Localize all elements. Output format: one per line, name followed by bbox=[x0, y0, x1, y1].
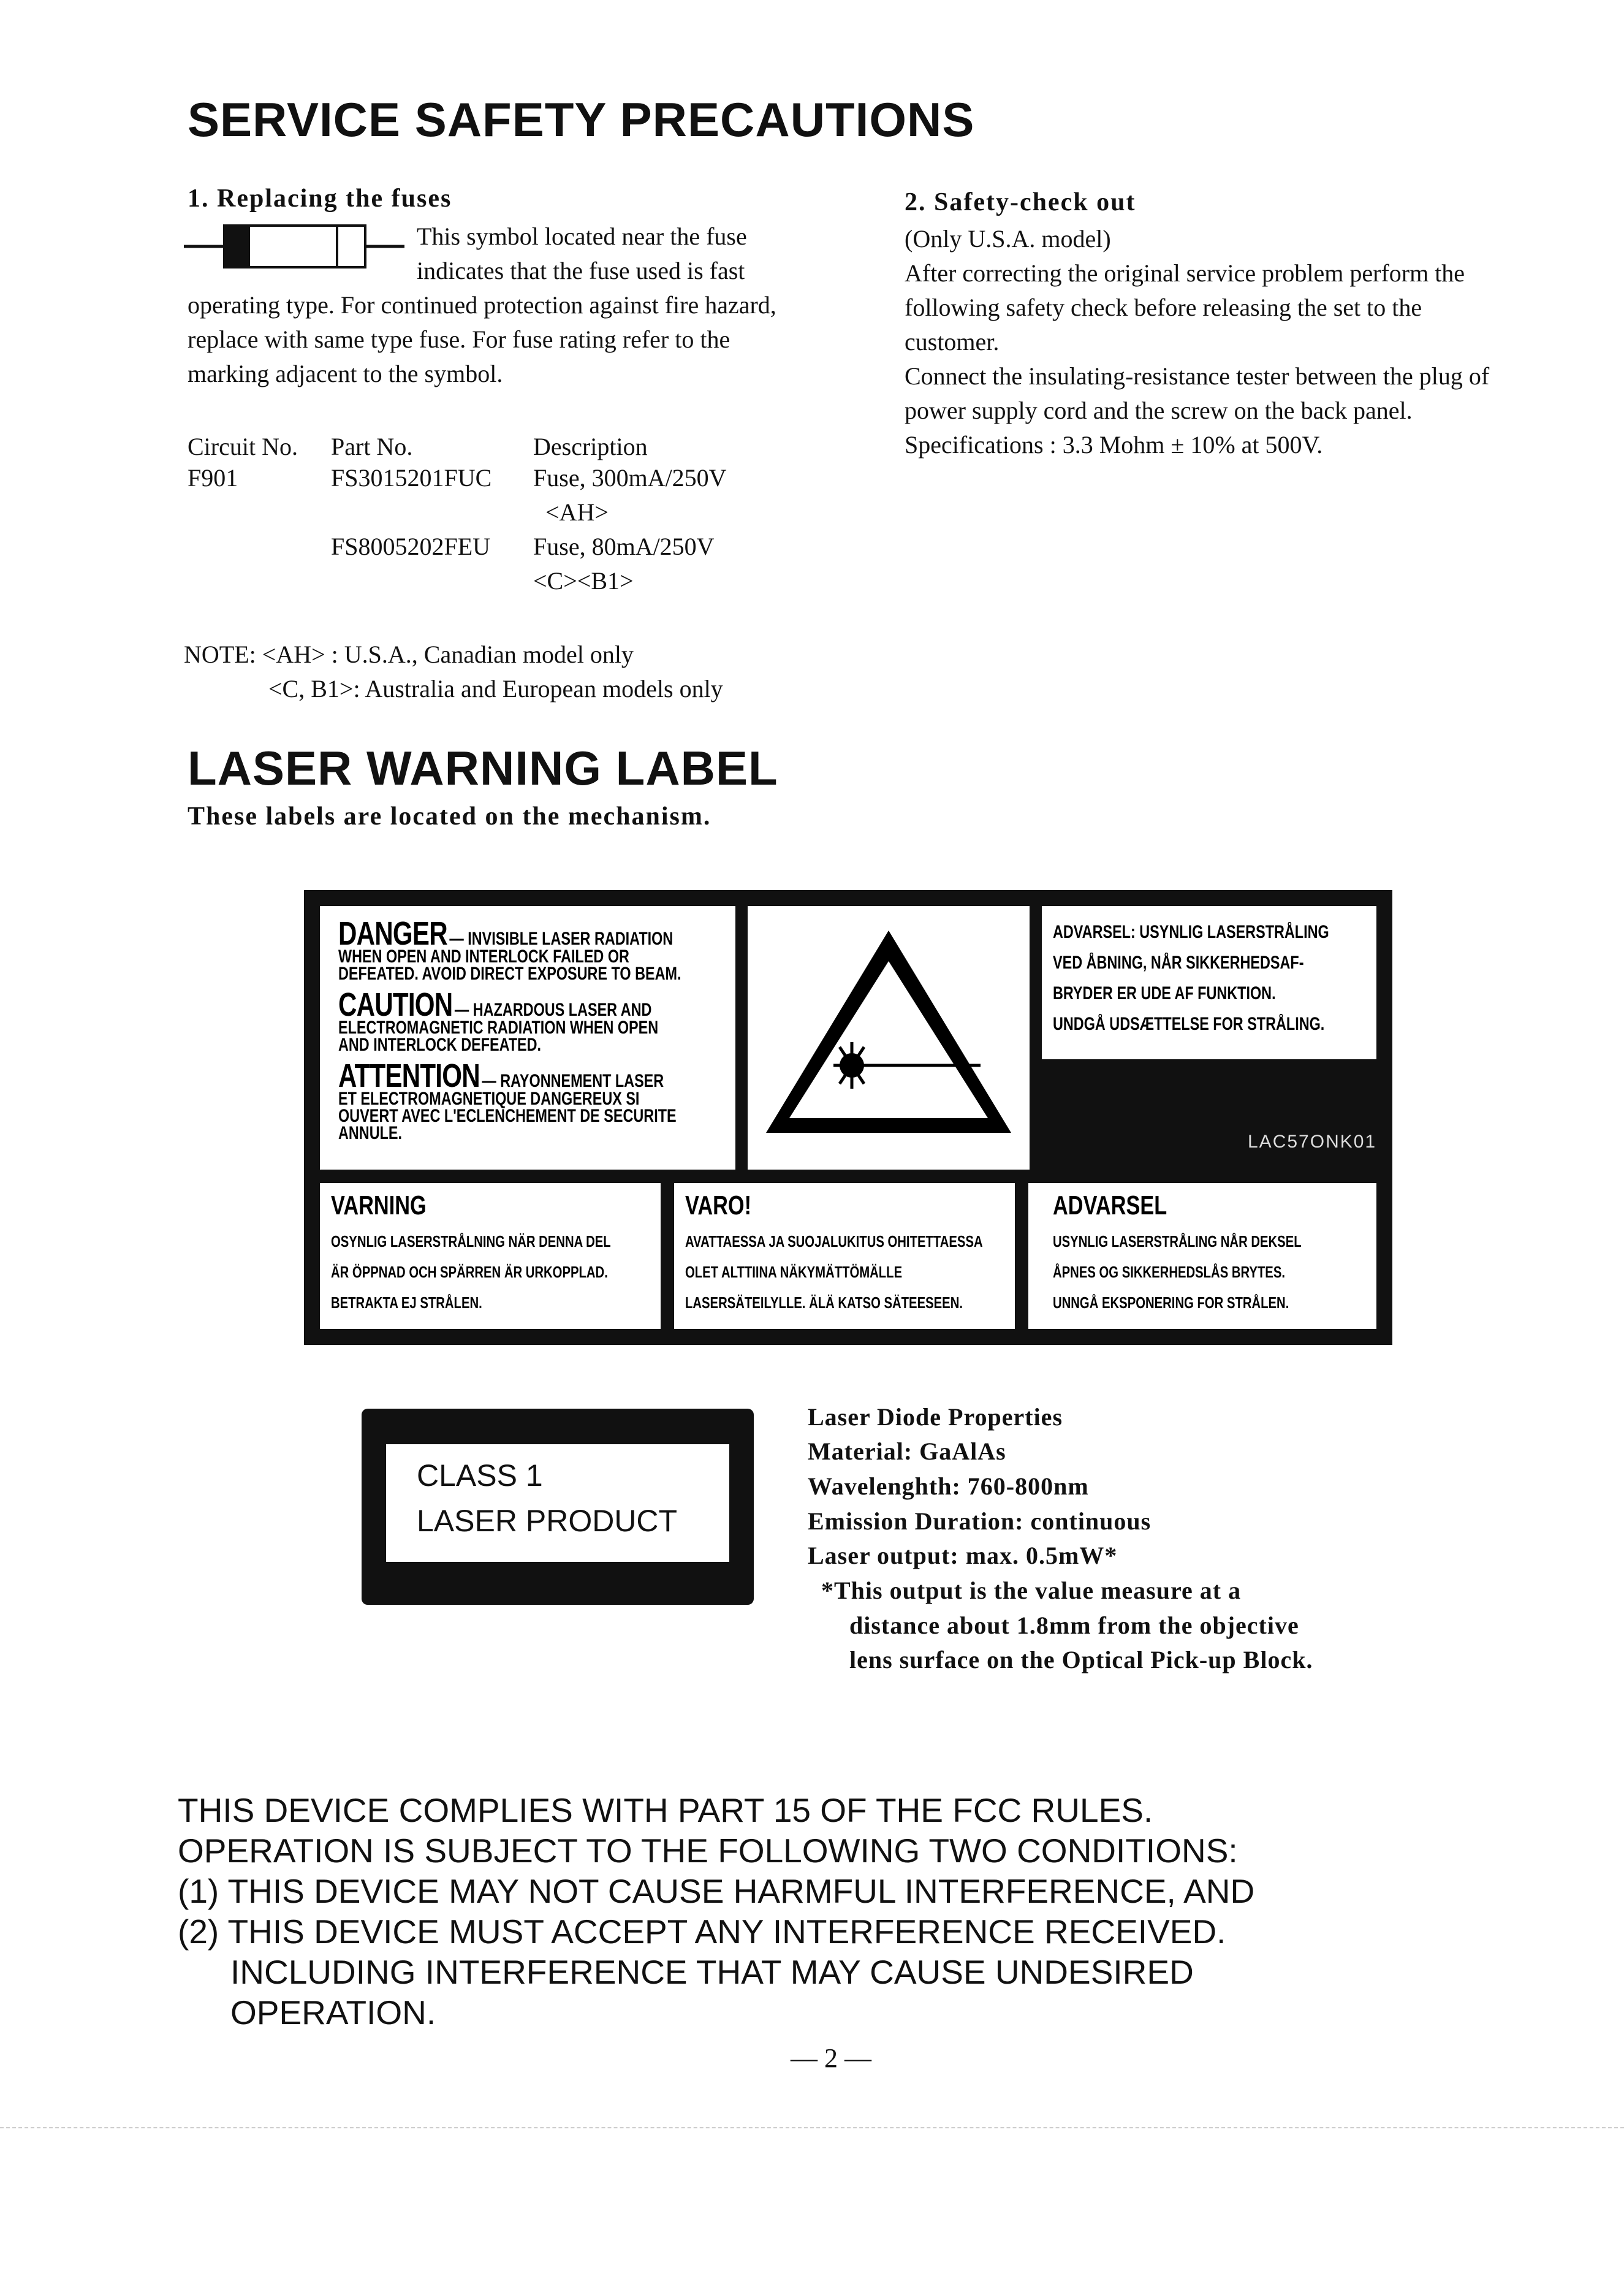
page-number: — 2 — bbox=[791, 2043, 871, 2073]
diode-wavelength: Wavelenghth: 760-800nm bbox=[808, 1472, 1089, 1500]
fast-fuse-symbol-icon bbox=[184, 222, 417, 271]
table-row bbox=[188, 463, 727, 498]
part-cell: FS3015201FUC bbox=[331, 464, 492, 492]
safety-check-line-1: (Only U.S.A. model) bbox=[905, 225, 1111, 253]
table-row bbox=[188, 566, 727, 601]
varo-line-3: LASERSÄTEILYLLE. ÄLÄ KATSO SÄTEESEEN. bbox=[685, 1293, 963, 1312]
advarsel-top-line-2: VED ÅBNING, NÅR SIKKERHEDSAF- bbox=[1053, 953, 1304, 973]
fuse-body-line-1: operating type. For continued protection against fire hazard, bbox=[188, 291, 776, 319]
class-label-line-1: CLASS 1 bbox=[417, 1458, 543, 1493]
label-code: LAC57ONK01 bbox=[1248, 1132, 1377, 1152]
fcc-line-2: OPERATION IS SUBJECT TO THE FOLLOWING TWO CONDITIONS: bbox=[178, 1832, 1238, 1870]
safety-check-line-4: customer. bbox=[905, 328, 1000, 356]
advarsel-title: ADVARSEL bbox=[1053, 1190, 1167, 1220]
diode-emission: Emission Duration: continuous bbox=[808, 1507, 1152, 1535]
laser-warning-label bbox=[304, 890, 1392, 1345]
advarsel-panel bbox=[1028, 1183, 1376, 1329]
fuse-parts-table bbox=[188, 429, 727, 601]
column-header-circuit: Circuit No. bbox=[188, 432, 298, 460]
varo-panel bbox=[674, 1183, 1015, 1329]
fcc-line-4: (2) THIS DEVICE MUST ACCEPT ANY INTERFERENCE RECEIVED. bbox=[178, 1913, 1226, 1951]
danger-line-1: — INVISIBLE LASER RADIATION bbox=[449, 929, 674, 949]
class-1-laser-label bbox=[362, 1409, 754, 1605]
varo-line-2: OLET ALTTIINA NÄKYMÄTTÖMÄLLE bbox=[685, 1263, 903, 1281]
fuse-body-line-3: marking adjacent to the symbol. bbox=[188, 360, 503, 387]
safety-check-heading: 2. Safety-check out bbox=[905, 188, 1136, 216]
diode-note-1: *This output is the value measure at a bbox=[821, 1577, 1242, 1604]
laser-warning-subheading: These labels are located on the mechanism. bbox=[188, 802, 711, 831]
varning-title: VARNING bbox=[331, 1190, 427, 1220]
fuse-section-heading: 1. Replacing the fuses bbox=[188, 185, 452, 213]
fuse-body-line-2: replace with same type fuse. For fuse rating refer to the bbox=[188, 326, 730, 353]
caution-line-2: ELECTROMAGNETIC RADIATION WHEN OPEN bbox=[338, 1018, 659, 1038]
danger-line-3: DEFEATED. AVOID DIRECT EXPOSURE TO BEAM. bbox=[338, 964, 681, 984]
varning-line-3: BETRAKTA EJ STRÅLEN. bbox=[331, 1293, 482, 1312]
attention-line-4: ANNULE. bbox=[338, 1123, 403, 1143]
fcc-line-3: (1) THIS DEVICE MAY NOT CAUSE HARMFUL INTERFERENCE, AND bbox=[178, 1872, 1255, 1910]
class-1-label-inner bbox=[386, 1444, 729, 1562]
caution-line-3: AND INTERLOCK DEFEATED. bbox=[338, 1035, 542, 1055]
safety-check-line-5: Connect the insulating-resistance tester between the plug of bbox=[905, 362, 1490, 390]
page-title: SERVICE SAFETY PRECAUTIONS bbox=[188, 93, 975, 147]
laser-hazard-panel bbox=[748, 906, 1030, 1170]
varning-line-2: ÄR ÖPPNAD OCH SPÄRREN ÄR URKOPPLAD. bbox=[331, 1263, 608, 1281]
fcc-line-6: OPERATION. bbox=[230, 1993, 436, 2031]
caution-line-1: — HAZARDOUS LASER AND bbox=[454, 1000, 652, 1020]
caution-word: CAUTION bbox=[338, 986, 453, 1023]
diode-output: Laser output: max. 0.5mW* bbox=[808, 1542, 1118, 1569]
table-row bbox=[188, 498, 727, 532]
safety-check-specifications: Specifications : 3.3 Mohm ± 10% at 500V. bbox=[905, 431, 1323, 459]
laser-hazard-triangle-icon bbox=[748, 906, 1030, 1170]
diode-note-3: lens surface on the Optical Pick-up Block. bbox=[849, 1646, 1313, 1673]
safety-check-line-6: power supply cord and the screw on the back panel. bbox=[905, 397, 1413, 424]
column-header-description: Description bbox=[533, 432, 648, 460]
fcc-line-1: THIS DEVICE COMPLIES WITH PART 15 OF THE FCC RULES. bbox=[178, 1791, 1153, 1829]
safety-check-line-3: following safety check before releasing the set to the bbox=[905, 294, 1422, 321]
advarsel-line-2: ÅPNES OG SIKKERHEDSLÅS BRYTES. bbox=[1053, 1263, 1285, 1281]
attention-line-1: — RAYONNEMENT LASER bbox=[482, 1071, 664, 1091]
table-row bbox=[188, 532, 727, 566]
danger-caution-panel bbox=[320, 906, 735, 1170]
attention-line-3: OUVERT AVEC L'ECLENCHEMENT DE SECURITE bbox=[338, 1106, 677, 1126]
attention-word: ATTENTION bbox=[338, 1057, 480, 1094]
advarsel-top-line-4: UNDGÅ UDSÆTTELSE FOR STRÅLING. bbox=[1053, 1014, 1325, 1034]
advarsel-top-line-1: ADVARSEL: USYNLIG LASERSTRÅLING bbox=[1053, 922, 1329, 942]
region-cell: <AH> bbox=[545, 498, 609, 526]
description-cell: Fuse, 80mA/250V bbox=[533, 533, 715, 560]
safety-check-line-2: After correcting the original service problem perform the bbox=[905, 259, 1465, 287]
danger-word: DANGER bbox=[338, 915, 447, 952]
fcc-line-5: INCLUDING INTERFERENCE THAT MAY CAUSE UNDESIRED bbox=[230, 1953, 1194, 1991]
danish-warning-panel bbox=[1042, 906, 1376, 1059]
fuse-note-1: NOTE: <AH> : U.S.A., Canadian model only bbox=[184, 641, 634, 668]
varning-panel bbox=[320, 1183, 661, 1329]
diode-note-2: distance about 1.8mm from the objective bbox=[849, 1612, 1299, 1639]
circuit-cell bbox=[188, 532, 331, 566]
danger-line-2: WHEN OPEN AND INTERLOCK FAILED OR bbox=[338, 946, 629, 967]
diode-title: Laser Diode Properties bbox=[808, 1403, 1063, 1431]
column-header-part: Part No. bbox=[331, 432, 413, 460]
varning-line-1: OSYNLIG LASERSTRÅLNING NÄR DENNA DEL bbox=[331, 1232, 611, 1251]
varo-line-1: AVATTAESSA JA SUOJALUKITUS OHITETTAESSA bbox=[685, 1232, 983, 1251]
fuse-note-2: <C, B1>: Australia and European models only bbox=[268, 675, 723, 702]
laser-warning-heading: LASER WARNING LABEL bbox=[188, 741, 778, 795]
fuse-symbol-text-2: indicates that the fuse used is fast bbox=[417, 257, 745, 284]
scan-fold-line bbox=[0, 2127, 1624, 2128]
diode-material: Material: GaAlAs bbox=[808, 1437, 1006, 1465]
advarsel-line-1: USYNLIG LASERSTRÅLING NÅR DEKSEL bbox=[1053, 1232, 1302, 1251]
advarsel-line-3: UNNGÅ EKSPONERING FOR STRÅLEN. bbox=[1053, 1293, 1289, 1312]
class-label-line-2: LASER PRODUCT bbox=[417, 1504, 678, 1538]
attention-line-2: ET ELECTROMAGNETIQUE DANGEREUX SI bbox=[338, 1089, 640, 1109]
circuit-cell: F901 bbox=[188, 464, 238, 492]
part-cell: FS8005202FEU bbox=[331, 533, 491, 560]
region-cell: <C><B1> bbox=[533, 567, 634, 595]
advarsel-top-line-3: BRYDER ER UDE AF FUNKTION. bbox=[1053, 983, 1276, 1003]
varo-title: VARO! bbox=[685, 1190, 752, 1220]
description-cell: Fuse, 300mA/250V bbox=[533, 464, 727, 492]
fuse-symbol-text-1: This symbol located near the fuse bbox=[417, 223, 747, 250]
